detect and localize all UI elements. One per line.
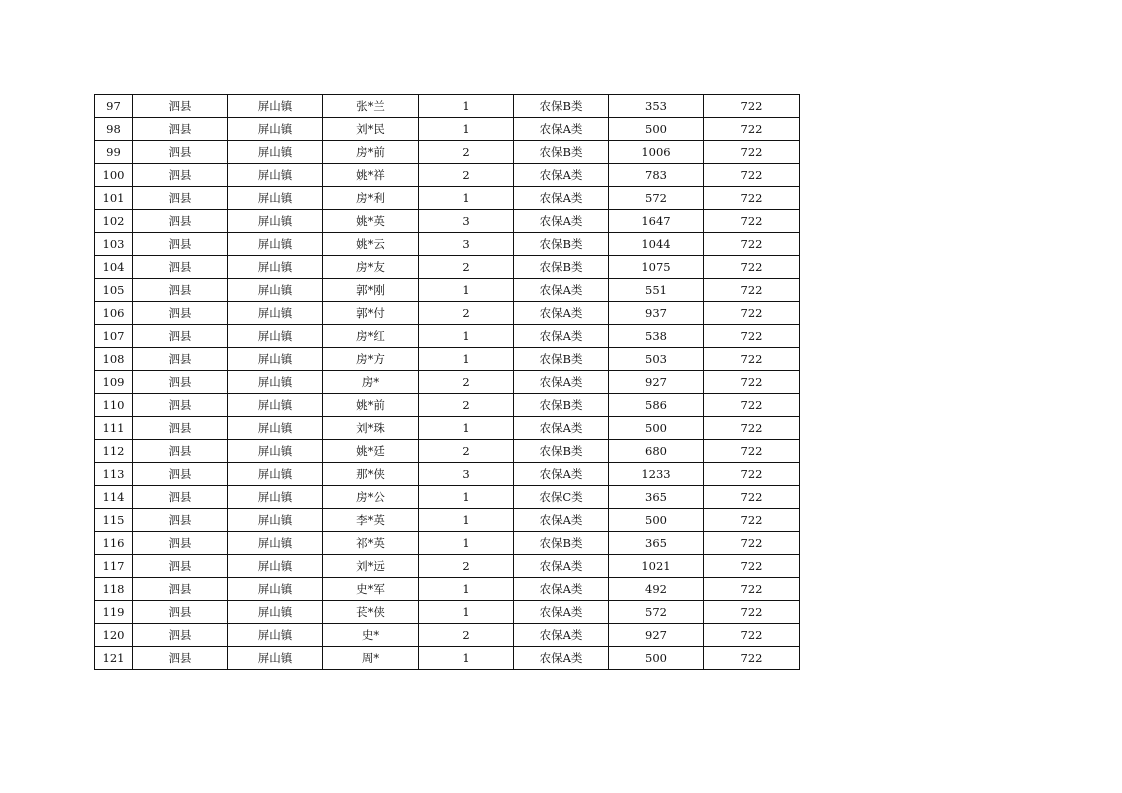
town-cell: 屏山镇	[228, 394, 323, 417]
category-cell: 农保B类	[514, 440, 609, 463]
standard-cell: 722	[704, 141, 800, 164]
standard-cell: 722	[704, 279, 800, 302]
category-cell: 农保A类	[514, 210, 609, 233]
name-cell: 房*红	[323, 325, 419, 348]
row-number-cell: 115	[95, 509, 133, 532]
standard-cell: 722	[704, 647, 800, 670]
county-cell: 泗县	[133, 141, 228, 164]
table-row	[95, 302, 800, 325]
category-cell: 农保B类	[514, 141, 609, 164]
household-size-cell: 1	[419, 95, 514, 118]
category-cell: 农保B类	[514, 348, 609, 371]
table-row	[95, 95, 800, 118]
row-number-cell: 101	[95, 187, 133, 210]
name-cell: 刘*远	[323, 555, 419, 578]
category-cell: 农保A类	[514, 325, 609, 348]
town-cell: 屏山镇	[228, 187, 323, 210]
household-size-cell: 2	[419, 371, 514, 394]
row-number-cell: 97	[95, 95, 133, 118]
standard-cell: 722	[704, 440, 800, 463]
standard-cell: 722	[704, 463, 800, 486]
county-cell: 泗县	[133, 302, 228, 325]
amount-cell: 365	[609, 532, 704, 555]
county-cell: 泗县	[133, 624, 228, 647]
category-cell: 农保A类	[514, 578, 609, 601]
household-size-cell: 1	[419, 118, 514, 141]
town-cell: 屏山镇	[228, 417, 323, 440]
row-number-cell: 107	[95, 325, 133, 348]
data-table	[94, 94, 800, 670]
name-cell: 房*友	[323, 256, 419, 279]
table-row	[95, 325, 800, 348]
row-number-cell: 119	[95, 601, 133, 624]
standard-cell: 722	[704, 325, 800, 348]
county-cell: 泗县	[133, 256, 228, 279]
standard-cell: 722	[704, 371, 800, 394]
table-row	[95, 417, 800, 440]
town-cell: 屏山镇	[228, 233, 323, 256]
county-cell: 泗县	[133, 95, 228, 118]
category-cell: 农保A类	[514, 601, 609, 624]
county-cell: 泗县	[133, 210, 228, 233]
category-cell: 农保A类	[514, 417, 609, 440]
town-cell: 屏山镇	[228, 164, 323, 187]
row-number-cell: 106	[95, 302, 133, 325]
name-cell: 刘*珠	[323, 417, 419, 440]
category-cell: 农保B类	[514, 394, 609, 417]
county-cell: 泗县	[133, 371, 228, 394]
amount-cell: 353	[609, 95, 704, 118]
table-row	[95, 141, 800, 164]
row-number-cell: 100	[95, 164, 133, 187]
county-cell: 泗县	[133, 578, 228, 601]
category-cell: 农保A类	[514, 509, 609, 532]
household-size-cell: 2	[419, 624, 514, 647]
county-cell: 泗县	[133, 118, 228, 141]
standard-cell: 722	[704, 486, 800, 509]
county-cell: 泗县	[133, 440, 228, 463]
town-cell: 屏山镇	[228, 463, 323, 486]
county-cell: 泗县	[133, 164, 228, 187]
household-size-cell: 1	[419, 578, 514, 601]
town-cell: 屏山镇	[228, 647, 323, 670]
amount-cell: 365	[609, 486, 704, 509]
town-cell: 屏山镇	[228, 486, 323, 509]
table-row	[95, 371, 800, 394]
county-cell: 泗县	[133, 325, 228, 348]
category-cell: 农保A类	[514, 463, 609, 486]
table-row	[95, 578, 800, 601]
row-number-cell: 99	[95, 141, 133, 164]
household-size-cell: 1	[419, 417, 514, 440]
row-number-cell: 114	[95, 486, 133, 509]
amount-cell: 500	[609, 118, 704, 141]
town-cell: 屏山镇	[228, 279, 323, 302]
county-cell: 泗县	[133, 463, 228, 486]
town-cell: 屏山镇	[228, 256, 323, 279]
name-cell: 那*侠	[323, 463, 419, 486]
household-size-cell: 1	[419, 532, 514, 555]
table-row	[95, 463, 800, 486]
name-cell: 史*	[323, 624, 419, 647]
county-cell: 泗县	[133, 279, 228, 302]
row-number-cell: 103	[95, 233, 133, 256]
table-row	[95, 164, 800, 187]
category-cell: 农保A类	[514, 164, 609, 187]
row-number-cell: 108	[95, 348, 133, 371]
amount-cell: 1021	[609, 555, 704, 578]
table-row	[95, 624, 800, 647]
category-cell: 农保B类	[514, 233, 609, 256]
category-cell: 农保C类	[514, 486, 609, 509]
amount-cell: 783	[609, 164, 704, 187]
name-cell: 姚*英	[323, 210, 419, 233]
row-number-cell: 121	[95, 647, 133, 670]
standard-cell: 722	[704, 187, 800, 210]
amount-cell: 1647	[609, 210, 704, 233]
town-cell: 屏山镇	[228, 95, 323, 118]
standard-cell: 722	[704, 578, 800, 601]
town-cell: 屏山镇	[228, 141, 323, 164]
household-size-cell: 1	[419, 187, 514, 210]
county-cell: 泗县	[133, 647, 228, 670]
row-number-cell: 111	[95, 417, 133, 440]
standard-cell: 722	[704, 417, 800, 440]
name-cell: 张*兰	[323, 95, 419, 118]
row-number-cell: 117	[95, 555, 133, 578]
household-size-cell: 2	[419, 555, 514, 578]
household-size-cell: 3	[419, 463, 514, 486]
table-row	[95, 532, 800, 555]
row-number-cell: 102	[95, 210, 133, 233]
table-row	[95, 486, 800, 509]
row-number-cell: 120	[95, 624, 133, 647]
category-cell: 农保A类	[514, 555, 609, 578]
category-cell: 农保A类	[514, 279, 609, 302]
standard-cell: 722	[704, 555, 800, 578]
amount-cell: 572	[609, 187, 704, 210]
standard-cell: 722	[704, 233, 800, 256]
standard-cell: 722	[704, 302, 800, 325]
name-cell: 房*利	[323, 187, 419, 210]
standard-cell: 722	[704, 95, 800, 118]
category-cell: 农保B类	[514, 95, 609, 118]
table-row	[95, 394, 800, 417]
row-number-cell: 104	[95, 256, 133, 279]
table-body	[95, 95, 800, 670]
standard-cell: 722	[704, 256, 800, 279]
household-size-cell: 3	[419, 233, 514, 256]
category-cell: 农保A类	[514, 118, 609, 141]
table-row	[95, 233, 800, 256]
town-cell: 屏山镇	[228, 509, 323, 532]
standard-cell: 722	[704, 509, 800, 532]
name-cell: 苌*侠	[323, 601, 419, 624]
county-cell: 泗县	[133, 555, 228, 578]
row-number-cell: 110	[95, 394, 133, 417]
row-number-cell: 116	[95, 532, 133, 555]
town-cell: 屏山镇	[228, 555, 323, 578]
table-row	[95, 279, 800, 302]
table-row	[95, 210, 800, 233]
household-size-cell: 2	[419, 141, 514, 164]
name-cell: 郭*刚	[323, 279, 419, 302]
name-cell: 郭*付	[323, 302, 419, 325]
table-row	[95, 555, 800, 578]
county-cell: 泗县	[133, 233, 228, 256]
amount-cell: 1006	[609, 141, 704, 164]
row-number-cell: 112	[95, 440, 133, 463]
table-row	[95, 647, 800, 670]
amount-cell: 586	[609, 394, 704, 417]
town-cell: 屏山镇	[228, 532, 323, 555]
amount-cell: 572	[609, 601, 704, 624]
name-cell: 姚*云	[323, 233, 419, 256]
table-row	[95, 440, 800, 463]
amount-cell: 551	[609, 279, 704, 302]
town-cell: 屏山镇	[228, 118, 323, 141]
table-row	[95, 601, 800, 624]
table-row	[95, 256, 800, 279]
county-cell: 泗县	[133, 486, 228, 509]
town-cell: 屏山镇	[228, 325, 323, 348]
amount-cell: 492	[609, 578, 704, 601]
name-cell: 房*公	[323, 486, 419, 509]
amount-cell: 500	[609, 647, 704, 670]
amount-cell: 503	[609, 348, 704, 371]
category-cell: 农保B类	[514, 532, 609, 555]
standard-cell: 722	[704, 624, 800, 647]
amount-cell: 1075	[609, 256, 704, 279]
amount-cell: 538	[609, 325, 704, 348]
county-cell: 泗县	[133, 509, 228, 532]
standard-cell: 722	[704, 394, 800, 417]
row-number-cell: 113	[95, 463, 133, 486]
category-cell: 农保A类	[514, 371, 609, 394]
name-cell: 姚*祥	[323, 164, 419, 187]
county-cell: 泗县	[133, 394, 228, 417]
household-size-cell: 1	[419, 325, 514, 348]
household-size-cell: 2	[419, 394, 514, 417]
town-cell: 屏山镇	[228, 578, 323, 601]
town-cell: 屏山镇	[228, 440, 323, 463]
town-cell: 屏山镇	[228, 371, 323, 394]
amount-cell: 927	[609, 624, 704, 647]
category-cell: 农保A类	[514, 302, 609, 325]
amount-cell: 1044	[609, 233, 704, 256]
name-cell: 房*前	[323, 141, 419, 164]
household-size-cell: 3	[419, 210, 514, 233]
household-size-cell: 2	[419, 440, 514, 463]
standard-cell: 722	[704, 210, 800, 233]
town-cell: 屏山镇	[228, 601, 323, 624]
household-size-cell: 2	[419, 164, 514, 187]
town-cell: 屏山镇	[228, 624, 323, 647]
household-size-cell: 1	[419, 509, 514, 532]
amount-cell: 500	[609, 417, 704, 440]
table-row	[95, 118, 800, 141]
table-row	[95, 348, 800, 371]
table-row	[95, 187, 800, 210]
county-cell: 泗县	[133, 348, 228, 371]
standard-cell: 722	[704, 601, 800, 624]
amount-cell: 937	[609, 302, 704, 325]
row-number-cell: 109	[95, 371, 133, 394]
name-cell: 刘*民	[323, 118, 419, 141]
name-cell: 祁*英	[323, 532, 419, 555]
row-number-cell: 98	[95, 118, 133, 141]
category-cell: 农保A类	[514, 647, 609, 670]
category-cell: 农保A类	[514, 624, 609, 647]
category-cell: 农保A类	[514, 187, 609, 210]
household-size-cell: 1	[419, 279, 514, 302]
county-cell: 泗县	[133, 601, 228, 624]
amount-cell: 927	[609, 371, 704, 394]
household-size-cell: 1	[419, 647, 514, 670]
name-cell: 姚*前	[323, 394, 419, 417]
county-cell: 泗县	[133, 417, 228, 440]
row-number-cell: 118	[95, 578, 133, 601]
name-cell: 李*英	[323, 509, 419, 532]
table-row	[95, 509, 800, 532]
category-cell: 农保B类	[514, 256, 609, 279]
standard-cell: 722	[704, 164, 800, 187]
amount-cell: 500	[609, 509, 704, 532]
name-cell: 周*	[323, 647, 419, 670]
town-cell: 屏山镇	[228, 210, 323, 233]
household-size-cell: 2	[419, 302, 514, 325]
town-cell: 屏山镇	[228, 348, 323, 371]
household-size-cell: 1	[419, 348, 514, 371]
standard-cell: 722	[704, 348, 800, 371]
standard-cell: 722	[704, 118, 800, 141]
row-number-cell: 105	[95, 279, 133, 302]
amount-cell: 680	[609, 440, 704, 463]
town-cell: 屏山镇	[228, 302, 323, 325]
amount-cell: 1233	[609, 463, 704, 486]
name-cell: 房*方	[323, 348, 419, 371]
name-cell: 史*军	[323, 578, 419, 601]
county-cell: 泗县	[133, 187, 228, 210]
household-size-cell: 1	[419, 486, 514, 509]
household-size-cell: 1	[419, 601, 514, 624]
household-size-cell: 2	[419, 256, 514, 279]
name-cell: 房*	[323, 371, 419, 394]
county-cell: 泗县	[133, 532, 228, 555]
name-cell: 姚*廷	[323, 440, 419, 463]
standard-cell: 722	[704, 532, 800, 555]
